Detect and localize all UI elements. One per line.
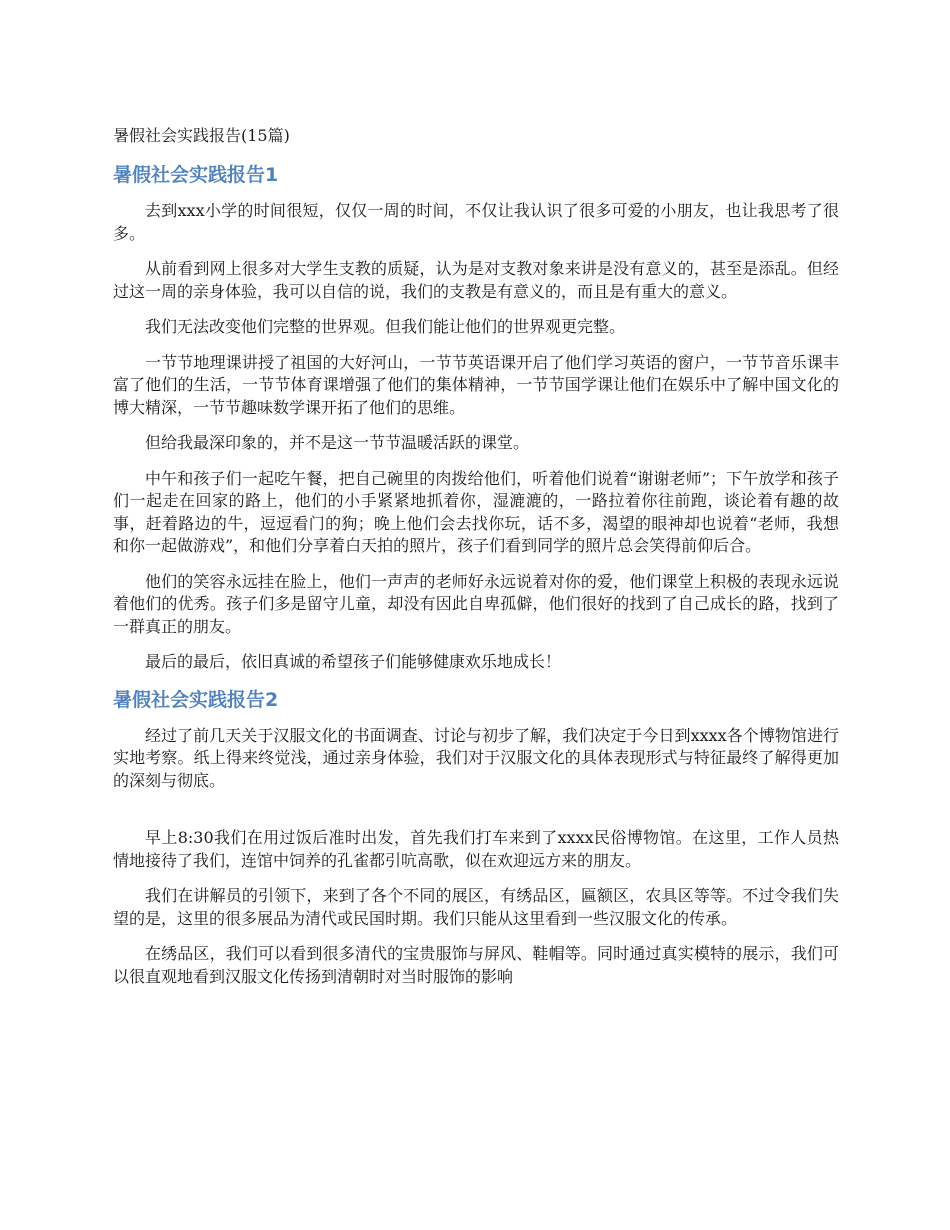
section-report-2 [113,687,839,989]
section-heading: 暑假社会实践报告2 [113,688,279,711]
paragraph: 从前看到网上很多对大学生支教的质疑，认为是对支教对象来讲是没有意义的，甚至是添乱。但经过这一周的亲身体验，我可以自信的说，我们的支教是有意义的，而且是有重大的意义。 [113,259,839,301]
paragraph: 在绣品区，我们可以看到很多清代的宝贵服饰与屏风、鞋帽等。同时通过真实模特的展示，我们可以很直观地看到汉服文化传扬到清朝时对当时服饰的影响 [113,944,839,986]
paragraph: 他们的笑容永远挂在脸上，他们一声声的老师好永远说着对你的爱，他们课堂上积极的表现永远说着他们的优秀。孩子们多是留守儿童，却没有因此自卑孤僻，他们很好的找到了自己成长的路，找到了一群真正的朋友。 [113,571,839,636]
document-page [113,125,839,1001]
paragraph: 我们在讲解员的引领下，来到了各个不同的展区，有绣品区，匾额区，农具区等等。不过令我们失望的是，这里的很多展品为清代或民国时期。我们只能从这里看到一些汉服文化的传承。 [113,886,839,928]
paragraph: 但给我最深印象的，并不是这一节节温暖活跃的课堂。 [145,433,530,452]
paragraph: 去到xxx小学的时间很短，仅仅一周的时间，不仅让我认识了很多可爱的小朋友，也让我思考了很多。 [113,201,839,243]
paragraph: 早上8:30我们在用过饭后准时出发，首先我们打车来到了xxxx民俗博物馆。在这里，工作人员热情地接待了我们，连馆中饲养的孔雀都引吭高歌，似在欢迎远方来的朋友。 [113,828,839,870]
document-title: 暑假社会实践报告(15篇) [113,126,290,145]
paragraph: 经过了前几天关于汉服文化的书面调查、讨论与初步了解，我们决定于今日到xxxx各个博物馆进行实地考察。纸上得来终觉浅，通过亲身体验，我们对于汉服文化的具体表现形式与特征最终了解得更加的深刻与彻底。 [113,725,839,790]
section-heading: 暑假社会实践报告1 [113,164,279,186]
paragraph: 最后的最后，依旧真诚的希望孩子们能够健康欢乐地成长！ [145,652,562,671]
paragraph: 一节节地理课讲授了祖国的大好河山，一节节英语课开启了他们学习英语的窗户，一节节音乐课丰富了他们的生活，一节节体育课增强了他们的集体精神，一节节国学课让他们在娱乐中了解中国文化的博大精深，一节节趣味数学课开拓了他们的思维。 [113,352,839,417]
blank-line [113,805,839,827]
section-report-1 [113,162,839,674]
paragraph: 中午和孩子们一起吃午餐，把自己碗里的肉拨给他们，听着他们说着“谢谢老师”；下午放学和孩子们一起走在回家的路上，他们的小手紧紧地抓着你，湿漉漉的，一路拉着你往前跑，谈论着有趣的故事，赶着路边的牛，逗逗看门的狗；晚上他们会去找你玩，话不多，渴望的眼神却也说着“老师，我想和你一起做游戏”，和他们分享着白天拍的照片，孩子们看到同学的照片总会笑得前仰后合。 [113,468,839,555]
paragraph: 我们无法改变他们完整的世界观。但我们能让他们的世界观更完整。 [145,317,626,336]
